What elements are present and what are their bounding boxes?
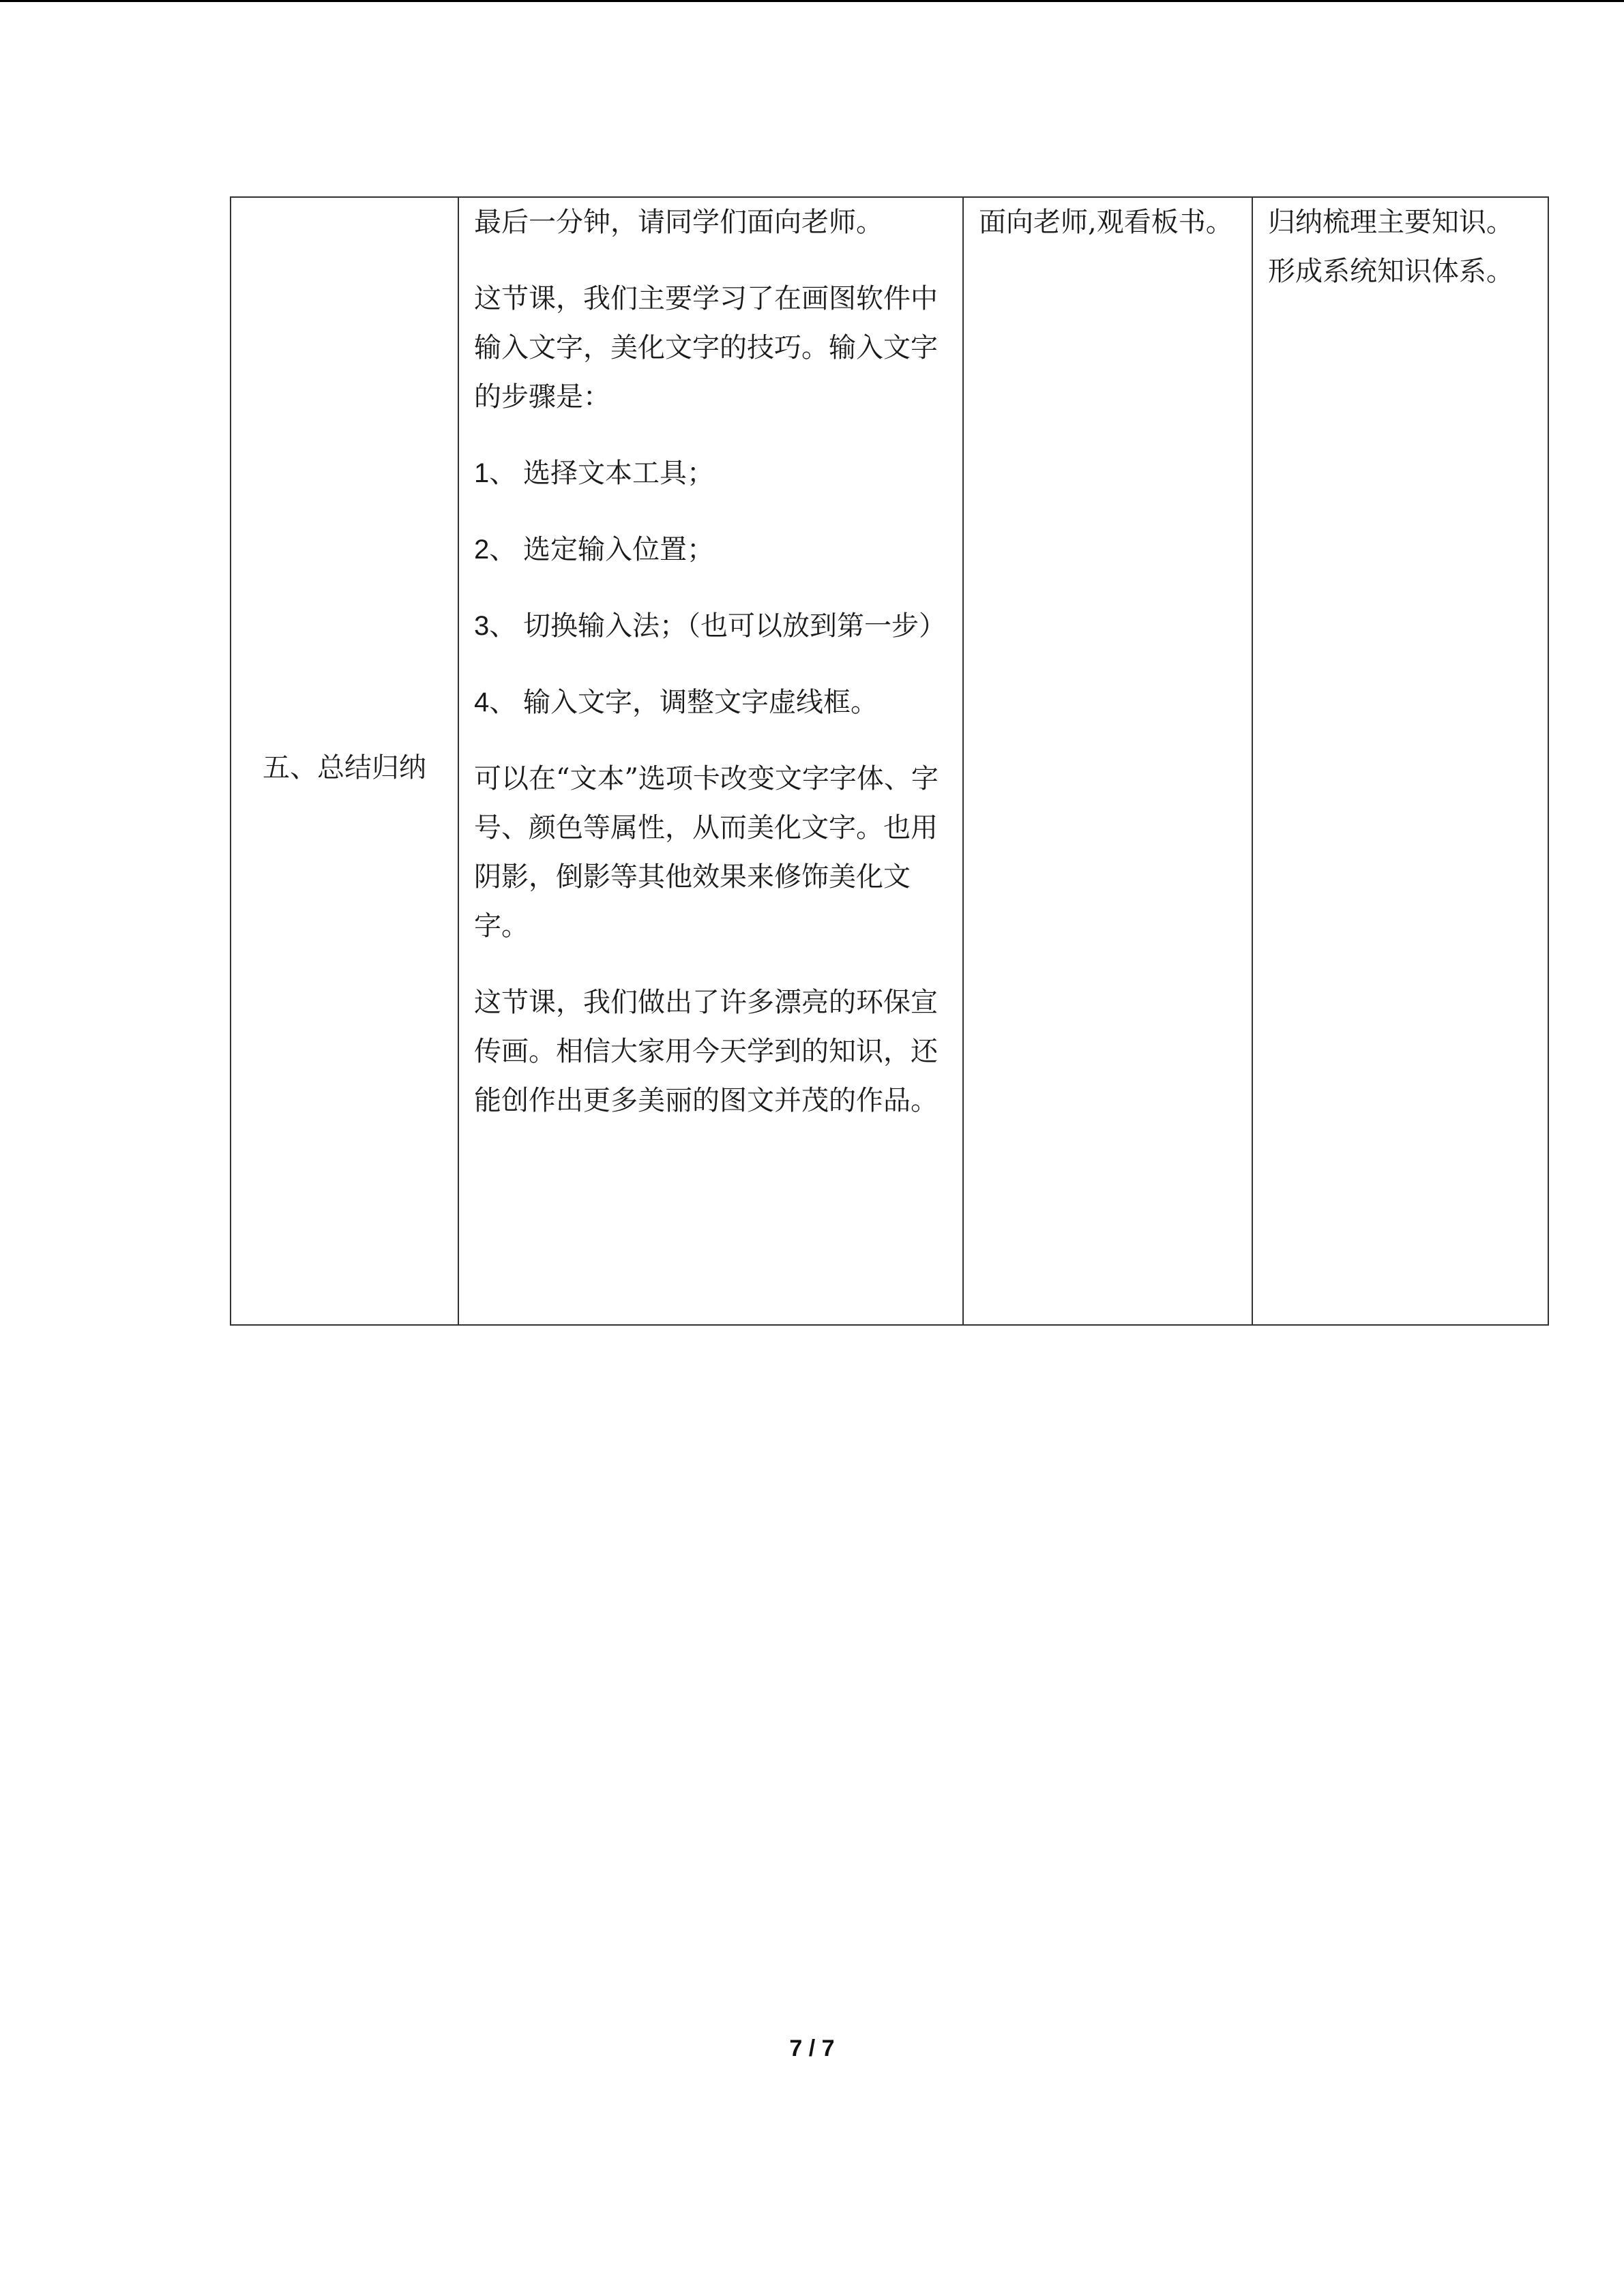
teacher-activity-cell — [458, 197, 963, 1325]
page-number: 7 / 7 — [789, 2036, 835, 2061]
step-text: 输入文字，调整文字虚线框。 — [523, 687, 878, 718]
list-item — [474, 601, 949, 651]
page-top-border — [0, 0, 1624, 2]
step-text: 切换输入法；（也可以放到第一步） — [523, 610, 946, 642]
teacher-beautify-text: 可以在“文本”选项卡改变文字字体、字号、颜色等属性，从而美化文字。也用阴影，倒影等其他效果来修饰美化文字。 — [474, 763, 939, 942]
teacher-closing-text: 这节课，我们做出了许多漂亮的环保宣传画。相信大家用今天学到的知识，还能创作出更多美丽的图文并茂的作品。 — [474, 987, 938, 1116]
design-purpose-text: 归纳梳理主要知识。形成系统知识体系。 — [1268, 207, 1514, 287]
step-number: 2、 — [474, 535, 517, 565]
step-number: 1、 — [474, 458, 517, 488]
step-text: 选定输入位置； — [523, 534, 714, 565]
table-row — [231, 197, 1548, 1325]
teacher-intro-text: 最后一分钟，请同学们面向老师。 — [474, 207, 883, 238]
design-purpose-cell — [1252, 197, 1548, 1325]
step-number: 4、 — [474, 687, 517, 717]
step-text: 选择文本工具； — [523, 458, 714, 489]
stage-label: 五、总结归纳 — [263, 752, 426, 784]
list-item — [474, 449, 949, 498]
list-item — [474, 678, 949, 727]
steps-list — [474, 449, 949, 727]
student-activity-text: 面向老师,观看板书。 — [979, 207, 1233, 238]
student-activity-cell — [963, 197, 1252, 1325]
lesson-plan-table — [230, 196, 1549, 1326]
stage-cell — [231, 197, 458, 1325]
list-item — [474, 525, 949, 574]
step-number: 3、 — [474, 611, 517, 641]
teacher-summary-text: 这节课，我们主要学习了在画图软件中输入文字，美化文字的技巧。输入文字的步骤是： — [474, 283, 938, 413]
